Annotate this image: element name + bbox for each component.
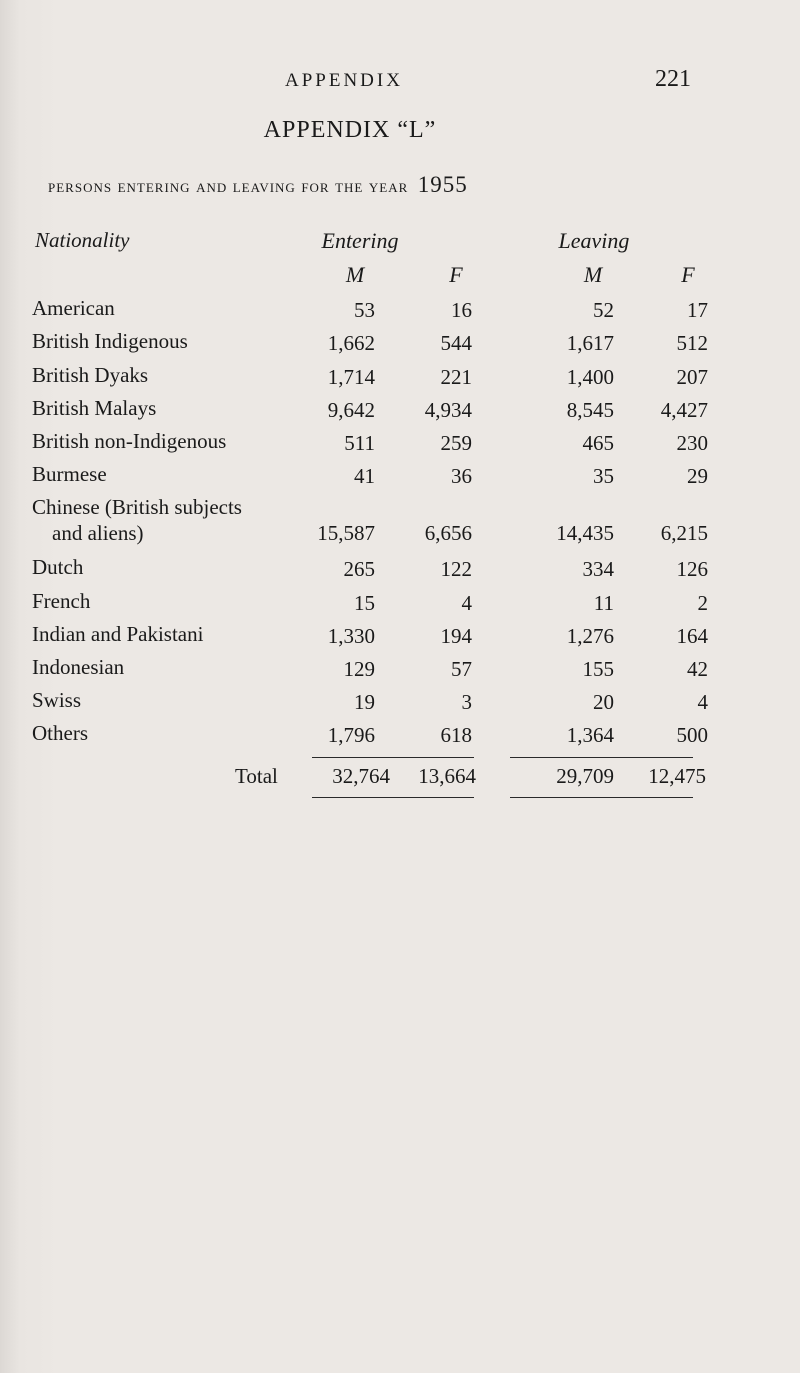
leaving-f-value: 4 xyxy=(697,690,708,714)
entering-m-value: 1,330 xyxy=(327,624,375,648)
total-rule-top-entering xyxy=(312,757,474,758)
subtitle-text: persons entering and leaving for the year xyxy=(48,176,409,196)
entering-f-value: 122 xyxy=(440,557,472,581)
row-label: British Dyaks xyxy=(32,363,149,387)
total-leaving-f: 12,475 xyxy=(648,764,706,788)
entering-f-value: 3 xyxy=(461,690,472,714)
entering-f-value: 618 xyxy=(440,723,472,747)
row-label: British non-Indigenous xyxy=(32,429,227,453)
leaving-f-value: 126 xyxy=(676,557,708,581)
table-row xyxy=(0,429,800,459)
leaving-m-value: 1,276 xyxy=(566,624,614,648)
entering-m-value: 1,796 xyxy=(327,723,375,747)
row-label: Indian and Pakistani xyxy=(32,622,204,646)
leaving-f-value: 512 xyxy=(676,331,708,355)
leaving-f-value: 29 xyxy=(687,464,708,488)
entering-m-value: 1,714 xyxy=(327,365,375,389)
entering-f-value: 36 xyxy=(451,464,472,488)
row-label: British Malays xyxy=(32,396,157,420)
leaving-m-value: 8,545 xyxy=(566,398,614,422)
entering-f-value: 57 xyxy=(451,657,472,681)
row-label: British Indigenous xyxy=(32,329,188,353)
table-row xyxy=(0,495,800,553)
leaving-m-value: 1,617 xyxy=(566,331,614,355)
entering-f-value: 6,656 xyxy=(424,521,472,545)
entering-m-value: 129 xyxy=(343,657,375,681)
row-label: Swiss xyxy=(32,688,82,712)
entering-m-value: 15,587 xyxy=(317,521,375,545)
appendix-title: APPENDIX “L” xyxy=(263,117,437,143)
table-row xyxy=(0,555,800,585)
entering-f-value: 194 xyxy=(440,624,472,648)
leaving-f-value: 164 xyxy=(676,624,708,648)
table-subtitle xyxy=(48,172,468,198)
leaving-m-value: 52 xyxy=(593,298,614,322)
leaving-m-value: 465 xyxy=(582,431,614,455)
total-rule-bottom-entering xyxy=(312,797,474,798)
entering-m-header: M xyxy=(345,262,365,287)
entering-f-value: 259 xyxy=(440,431,472,455)
total-entering-m: 32,764 xyxy=(332,764,390,788)
table-row xyxy=(0,329,800,359)
table-row xyxy=(0,721,800,751)
table-row xyxy=(0,462,800,492)
entering-m-value: 265 xyxy=(343,557,375,581)
leaving-f-value: 42 xyxy=(687,657,708,681)
leaving-header: Leaving xyxy=(558,228,630,253)
row-label: Others xyxy=(32,721,88,745)
entering-f-header: F xyxy=(449,262,463,287)
entering-m-value: 53 xyxy=(354,298,375,322)
total-rule-top-leaving xyxy=(510,757,693,758)
table-row xyxy=(0,296,800,326)
entering-m-value: 511 xyxy=(344,431,375,455)
total-leaving-m: 29,709 xyxy=(556,764,614,788)
leaving-f-header: F xyxy=(681,262,695,287)
leaving-m-value: 20 xyxy=(593,690,614,714)
leaving-f-value: 207 xyxy=(676,365,708,389)
leaving-m-value: 155 xyxy=(582,657,614,681)
subtitle-year: 1955 xyxy=(417,172,468,197)
total-label: Total xyxy=(235,764,278,788)
table-row xyxy=(0,688,800,718)
entering-m-value: 19 xyxy=(354,690,375,714)
leaving-m-value: 1,364 xyxy=(566,723,614,747)
leaving-m-value: 11 xyxy=(593,591,614,615)
leaving-m-value: 1,400 xyxy=(566,365,614,389)
entering-f-value: 4,934 xyxy=(424,398,472,422)
leaving-m-header: M xyxy=(583,262,603,287)
row-label: Indonesian xyxy=(32,655,125,679)
leaving-f-value: 500 xyxy=(676,723,708,747)
page-number: 221 xyxy=(655,66,691,92)
leaving-f-value: 2 xyxy=(697,591,708,615)
running-head: APPENDIX xyxy=(285,70,403,91)
row-label: Dutch xyxy=(32,555,84,579)
entering-header: Entering xyxy=(321,228,399,253)
table-row xyxy=(0,622,800,652)
entering-m-value: 41 xyxy=(354,464,375,488)
table-row xyxy=(0,589,800,619)
nationality-header: Nationality xyxy=(35,228,130,252)
entering-m-value: 9,642 xyxy=(327,398,375,422)
leaving-m-value: 35 xyxy=(593,464,614,488)
entering-m-value: 1,662 xyxy=(327,331,375,355)
leaving-f-value: 230 xyxy=(676,431,708,455)
table-row xyxy=(0,655,800,685)
row-label: Chinese (British subjects xyxy=(32,495,242,519)
entering-m-value: 15 xyxy=(354,591,375,615)
entering-f-value: 544 xyxy=(440,331,472,355)
entering-f-value: 4 xyxy=(461,591,472,615)
leaving-f-value: 4,427 xyxy=(660,398,708,422)
leaving-f-value: 6,215 xyxy=(660,521,708,545)
entering-f-value: 16 xyxy=(451,298,472,322)
table-row xyxy=(0,396,800,426)
leaving-f-value: 17 xyxy=(687,298,708,322)
total-entering-f: 13,664 xyxy=(418,764,476,788)
leaving-m-value: 14,435 xyxy=(556,521,614,545)
total-rule-bottom-leaving xyxy=(510,797,693,798)
table-row xyxy=(0,363,800,393)
entering-f-value: 221 xyxy=(440,365,472,389)
row-label: French xyxy=(32,589,91,613)
row-label-continued: and aliens) xyxy=(52,521,144,545)
row-label: American xyxy=(32,296,115,320)
row-label: Burmese xyxy=(32,462,107,486)
leaving-m-value: 334 xyxy=(582,557,614,581)
